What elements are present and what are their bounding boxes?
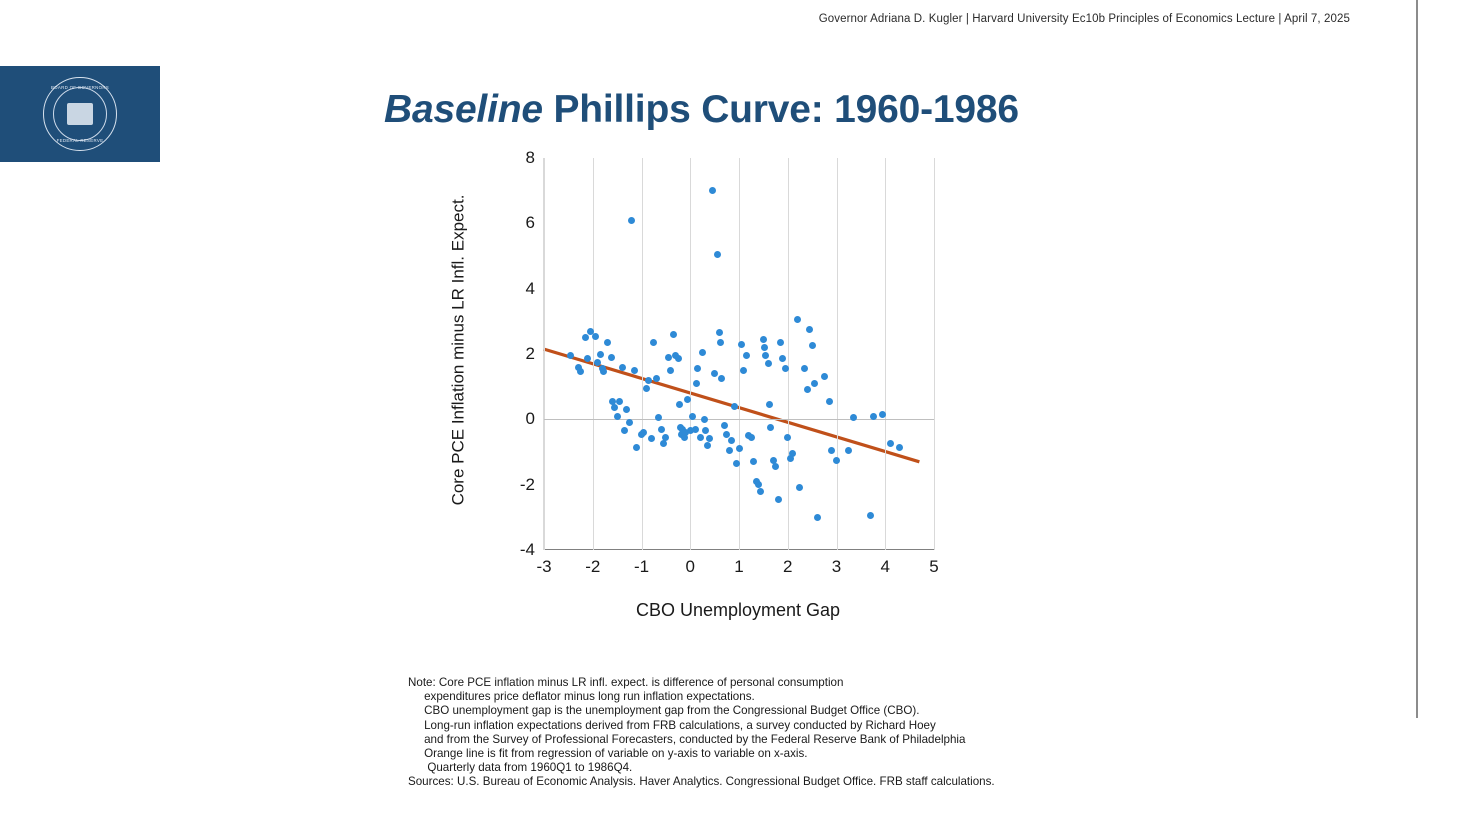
scatter-point [608,354,615,361]
y-axis-tick-label: 6 [525,213,535,233]
scatter-point [670,331,677,338]
note-line: Orange line is fit from regression of variable on y-axis to variable on x-axis. [408,747,808,761]
x-axis-tick-label: -1 [633,557,650,576]
page-title-emphasis: Baseline [384,88,543,131]
scatter-point [616,398,623,405]
scatter-point [733,460,740,467]
scatter-point [693,380,700,387]
gridline-vertical [885,158,886,550]
scatter-point [748,434,755,441]
scatter-point [592,333,599,340]
federal-reserve-seal-icon [43,77,117,151]
gridline-vertical [593,158,594,550]
x-axis-tick-label: 0 [685,557,695,576]
scatter-point [704,442,711,449]
scatter-point [692,426,699,433]
scatter-point [604,339,611,346]
x-axis-tick-label: 4 [880,557,890,576]
note-line: expenditures price deflator minus long run inflation expectations. [408,690,755,704]
y-axis-tick-label: -4 [519,540,535,559]
x-axis-title: CBO Unemployment Gap [635,600,841,620]
scatter-point [709,187,716,194]
gridline-vertical [642,158,643,550]
scatter-point [658,426,665,433]
scatter-point [736,445,743,452]
gridline-vertical [544,158,545,550]
scatter-point [766,401,773,408]
scatter-point [826,398,833,405]
scatter-point [619,364,626,371]
y-axis-title-text: Core PCE Inflation minus LR Infl. Expect. [448,194,468,506]
y-axis-tick-label: 4 [525,278,535,298]
scatter-point [833,457,840,464]
scatter-point [714,251,721,258]
note-line: Long-run inflation expectations derived from FRB calculations, a survey conducted by Richard Hoey [408,718,936,732]
scatter-point [645,377,652,384]
scatter-point [811,380,818,387]
scatter-point [697,434,704,441]
gridline-vertical [788,158,789,550]
scatter-point [775,496,782,503]
scatter-point [643,385,650,392]
scatter-point [738,341,745,348]
scatter-point [631,367,638,374]
scatter-point [689,413,696,420]
gridline-vertical [837,158,838,550]
scatter-point [760,336,767,343]
zero-line [544,419,934,420]
scatter-point [731,403,738,410]
scatter-point [675,355,682,362]
note-line: CBO unemployment gap is the unemployment gap from the Congressional Budget Office (CBO). [408,704,920,718]
note-line: and from the Survey of Professional Forecasters, conducted by the Federal Reserve Bank of Philadelphia [408,732,966,746]
note-line: Quarterly data from 1960Q1 to 1986Q4. [408,761,633,775]
page-title [384,88,1019,132]
scatter-point [782,365,789,372]
right-vertical-rule [1416,0,1418,718]
scatter-point [614,413,621,420]
y-axis-tick-label: 2 [525,344,535,363]
x-axis-tick-label: -3 [536,557,552,576]
scatter-point [784,434,791,441]
scatter-point [870,413,877,420]
slide-header: Governor Adriana D. Kugler | Harvard University Ec10b Principles of Economics Lecture | April 7, 2025 [818,13,1350,25]
gridline-vertical [739,158,740,550]
gridline-vertical [934,158,935,550]
scatter-point [887,440,894,447]
phillips-curve-chart [448,148,955,620]
x-axis-tick-label: 3 [831,557,842,576]
page-title-rest: Phillips Curve: 1960-1986 [542,88,1019,131]
y-axis-tick-label: 8 [525,148,535,167]
chart-notes [408,676,995,790]
seal-shield-icon [67,103,93,125]
scatter-point [809,342,816,349]
x-axis-tick-label: 1 [734,557,744,576]
scatter-point [717,339,724,346]
scatter-point [814,514,821,521]
plot-area [519,148,939,576]
scatter-point [845,447,852,454]
seal-bottom-text: FEDERAL RESERVE [56,138,104,143]
scatter-point [761,344,768,351]
note-line: Sources: U.S. Bureau of Economic Analysis. Haver Analytics. Congressional Budget Office. FRB staff calculations. [408,775,995,789]
scatter-point [597,351,604,358]
x-axis-tick-label: -2 [585,557,601,576]
y-axis-tick-label: 0 [525,409,535,429]
scatter-point [777,339,784,346]
x-axis-tick-label: 2 [783,557,793,576]
scatter-point [628,217,635,224]
scatter-point [743,352,750,359]
scatter-point [633,444,640,451]
note-line: Note: Core PCE inflation minus LR infl. expect. is difference of personal consumption [408,676,844,689]
y-axis-tick-label: -2 [519,474,535,494]
scatter-point [828,447,835,454]
scatter-point [726,447,733,454]
scatter-point [699,349,706,356]
scatter-point [626,419,633,426]
scatter-point [653,375,660,382]
x-axis-tick-label: 5 [929,557,939,576]
seal-top-text: BOARD OF GOVERNORS [50,85,110,90]
federal-reserve-logo-block [0,66,160,162]
scatter-point [665,354,672,361]
y-axis-title [448,150,468,550]
gridline-vertical [690,158,691,550]
scatter-point [896,444,903,451]
